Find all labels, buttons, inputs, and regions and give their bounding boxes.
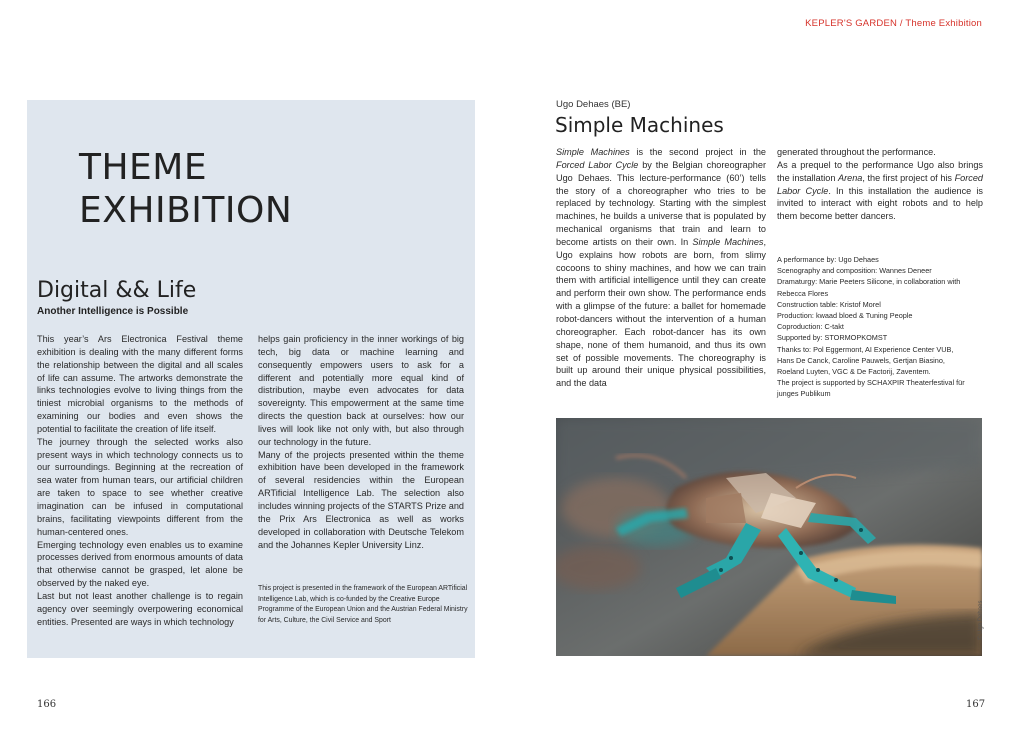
text-run: . In this installation the audience is invited to interact with eight robots and to help them become better dancers. xyxy=(777,185,983,222)
paragraph: Last but not least another challenge is to regain agency over seemingly overpowering economical entities. Presented are ways in which technology xyxy=(37,590,243,627)
paragraph xyxy=(777,159,983,223)
left-body-column-2 xyxy=(258,333,464,551)
running-head: KEPLER'S GARDEN / Theme Exhibition xyxy=(805,18,982,29)
page-title-line-2: EXHIBITION xyxy=(79,190,293,231)
credit-line: junges Publikum xyxy=(777,389,831,399)
paragraph: Emerging technology even enables us to examine processes derived from enormous amounts of data that otherwise cannot be grasped, let alone be observed by the naked eye. xyxy=(37,539,243,589)
paragraph: helps gain proficiency in the inner workings of big tech, big data or machine learning and consequently empowers users to ask for a different and potentially more equal kind of distribution, maybe even advocates for data sovereignty. This empowerment at the same time directs the question back at ourselves: how our lives will look like not only with, but also through our technology in the future. xyxy=(258,334,464,447)
paragraph: generated throughout the performance. xyxy=(777,147,936,157)
paragraph: Many of the projects presented within the theme exhibition have been developed in the framework of several residencies within the European ARTificial Intelligence Lab. The selection also includes winning projects of the STARTS Prize and the Prix Ars Electronica as well as works developed in collaboration with Deutsche Telekom and the Johannes Kepler University Linz. xyxy=(258,449,464,550)
robot-photo-illustration xyxy=(556,418,982,656)
italic-title: Forced Labor Cycle xyxy=(556,159,639,170)
photo-credit: © Ugo Dehaes xyxy=(978,600,984,640)
credit-line: Scenography and composition: Wannes Deneer xyxy=(777,266,932,276)
work-title: Simple Machines xyxy=(555,113,724,137)
right-body-column-1 xyxy=(556,146,766,390)
text-run: , Ugo explains how robots are born, from slimy cocoons to shiny machines, and how we can train them with artificial intelligence until they can create and perform their own show. The performance ends with a glimpse of the future: a ballet for homemade robot-dancers without the intervention of a human choreographer. Each robot-dancer has its own shape, none of them humanoid, and thus its own set of possible movements. The choreography is built up around their unique physical possibilities, and the data xyxy=(556,236,766,389)
page-number-left: 166 xyxy=(37,699,57,710)
section-subtitle: Another Intelligence is Possible xyxy=(37,306,189,317)
left-body-column-1 xyxy=(37,333,243,628)
credit-line: Supported by: STORMOPKOMST xyxy=(777,333,888,343)
funding-note: This project is presented in the framework of the European ARTificial Intelligence Lab, which is co-funded by the Creative Europe Programme of the European Union and the Austrian Federal Ministry for Arts, Culture, the Civil Service and Sport xyxy=(258,585,468,624)
page-number-right: 167 xyxy=(966,699,986,710)
credit-line: Coproduction: C-takt xyxy=(777,322,844,332)
artist-name: Ugo Dehaes (BE) xyxy=(556,99,631,110)
italic-title: Arena xyxy=(838,172,863,183)
robot-photo xyxy=(556,418,982,656)
italic-title: Forced Labor Cycle xyxy=(777,172,983,196)
italic-title: Simple Machines xyxy=(556,147,630,157)
paragraph: The journey through the selected works also present ways in which technology connects us to our surroundings. Beginning at the recreation of sea water from human tears, our artificial children are taken to space to see whether creative imagination can be infused in computational brains, facilitating viewpoints different from the human-centered ones. xyxy=(37,436,243,537)
credit-line: Thanks to: Pol Eggermont, AI Experience Center VUB, xyxy=(777,344,954,354)
paragraph: This year’s Ars Electronica Festival theme exhibition is dealing with the many different forms the relationship between the digital and all scales of life can assume. The artworks demonstrate the links technologies evolve to living things from the tiniest microbial organisms to the methods of examining our bodies and even shows the potential to facilitate the creation of life itself. xyxy=(37,334,243,434)
italic-title: Simple Machines xyxy=(692,236,764,247)
paragraph xyxy=(556,146,766,390)
credit-line: The project is supported by SCHAXPIR Theaterfestival für xyxy=(777,378,965,388)
credit-line: Dramaturgy: Marie Peeters Silicone, in collaboration with xyxy=(777,277,961,287)
text-run: As a prequel to the performance Ugo also brings the installation xyxy=(777,159,983,183)
credit-line: Hans De Canck, Caroline Pauwels, Gertjan Biasino, xyxy=(777,355,945,365)
section-title: Digital && Life xyxy=(37,278,197,303)
text-run: by the Belgian choreographer Ugo Dehaes. This lecture-performance (60’) tells the story of a choreographer who tries to be replaced by technology. Starting with the simplest machines, he builds a universe that is populated by mechanical organisms that train and learn to become artists on their own. In xyxy=(556,159,766,247)
page-title-line-1: THEME xyxy=(79,147,208,188)
credit-line: Production: kwaad bloed & Tuning People xyxy=(777,311,913,321)
text-run: , the first project of his xyxy=(862,172,955,183)
credit-line: Rebecca Flores xyxy=(777,288,829,298)
credits-list xyxy=(777,254,987,400)
credit-line: A performance by: Ugo Dehaes xyxy=(777,255,879,264)
page-title xyxy=(79,146,292,232)
credit-line: Roeland Luyten, VGC & De Factorij, Zaventem. xyxy=(777,367,931,377)
credit-line: Construction table: Kristof Morel xyxy=(777,299,881,309)
text-run: is the second project in the xyxy=(629,147,766,157)
right-body-column-2 xyxy=(777,146,983,223)
